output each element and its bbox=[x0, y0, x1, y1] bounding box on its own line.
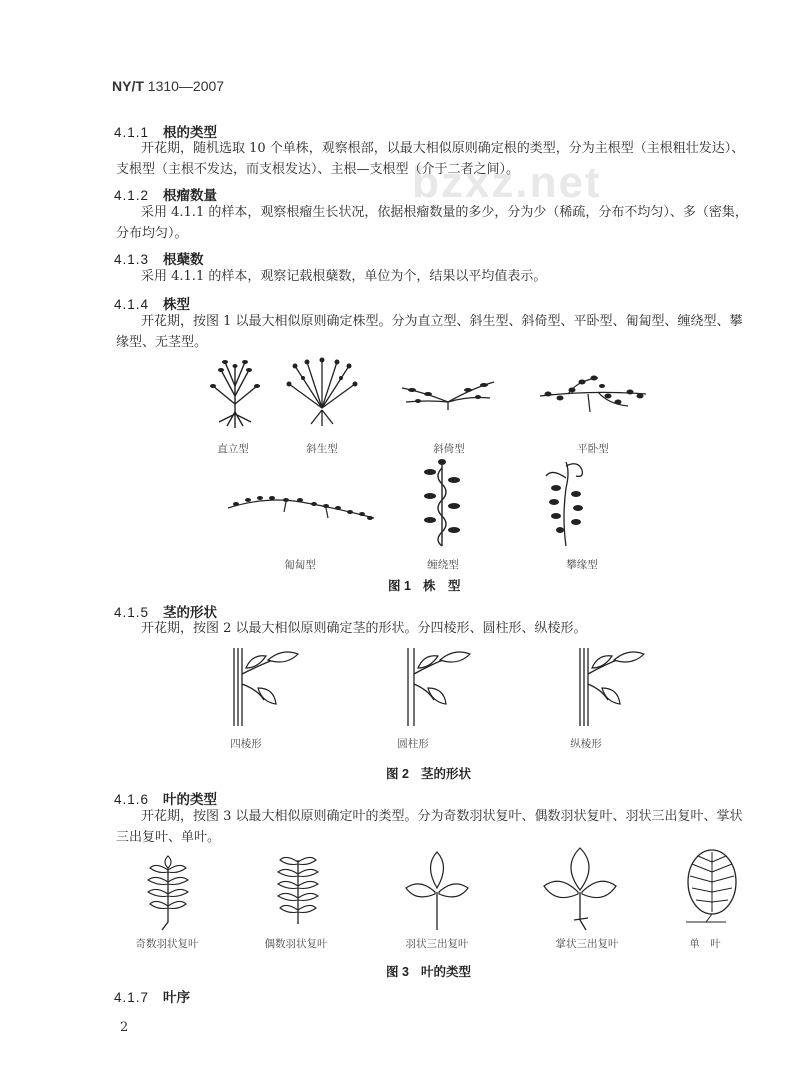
section-number: 4.1.3 bbox=[114, 252, 150, 267]
section-heading-4-1-3 bbox=[114, 248, 204, 268]
section-heading-4-1-2 bbox=[114, 184, 217, 204]
climbing-plant-illustration bbox=[536, 458, 596, 548]
figure1-label-creeping: 匍匐型 bbox=[284, 559, 316, 571]
cylindrical-stem-illustration bbox=[392, 644, 472, 728]
section-number: 4.1.4 bbox=[114, 297, 150, 312]
ridged-stem-illustration bbox=[566, 644, 646, 728]
figure-number: 图 2 bbox=[386, 767, 409, 781]
figure2-label-ridged: 纵棱形 bbox=[570, 738, 602, 750]
section-title: 根的类型 bbox=[163, 125, 218, 140]
odd-pinnate-leaf-illustration bbox=[138, 852, 198, 932]
figure-title: 株 型 bbox=[422, 579, 461, 593]
figure1-label-oblique: 斜生型 bbox=[306, 443, 338, 455]
figure-title: 叶的类型 bbox=[420, 965, 471, 979]
section-number: 4.1.6 bbox=[114, 792, 150, 807]
figure-title: 茎的形状 bbox=[420, 767, 471, 781]
figure1-caption bbox=[388, 576, 460, 594]
oblique-plant-illustration bbox=[285, 354, 359, 426]
section-paragraph-4-1-1: 开花期，随机选取 10 个单株，观察根部，以最大相似原则确定根的类型，分为主根型（主根粗壮发达）、支根型（主根不发达，而支根发达）、主根—支根型（介于二者之间）。 bbox=[116, 141, 745, 177]
section-paragraph-4-1-3: 采用 4.1.1 的样本，观察记载根蘖数，单位为个，结果以平均值表示。 bbox=[141, 269, 547, 284]
section-number: 4.1.5 bbox=[114, 605, 150, 620]
creeping-plant-illustration bbox=[226, 488, 376, 528]
standard-code: NY/T bbox=[112, 78, 144, 94]
figure1-label-prostrate: 平卧型 bbox=[577, 443, 609, 455]
figure2-label-cylindrical: 圆柱形 bbox=[397, 738, 429, 750]
palmate-trifoliate-leaf-illustration bbox=[542, 846, 618, 932]
section-paragraph-4-1-6: 开花期，按图 3 以最大相似原则确定叶的类型。分为奇数羽状复叶、偶数羽状复叶、羽状三出复叶、掌状三出复叶、单叶。 bbox=[116, 809, 743, 845]
pinnate-trifoliate-leaf-illustration bbox=[402, 848, 472, 932]
section-title: 株型 bbox=[163, 297, 191, 312]
figure1-label-upright: 直立型 bbox=[217, 443, 249, 455]
figure3-label-palmate-trifoliate: 掌状三出复叶 bbox=[555, 938, 619, 950]
reclining-plant-illustration bbox=[398, 372, 498, 412]
figure2-label-square: 四棱形 bbox=[230, 738, 262, 750]
even-pinnate-leaf-illustration bbox=[268, 852, 328, 932]
standard-number: 1310—2007 bbox=[147, 78, 225, 94]
standard-header bbox=[112, 78, 224, 94]
simple-leaf-illustration bbox=[676, 846, 746, 926]
watermark: bzxz.net bbox=[412, 158, 602, 207]
square-stem-illustration bbox=[222, 644, 302, 728]
section-number: 4.1.7 bbox=[114, 990, 150, 1005]
section-title: 茎的形状 bbox=[163, 605, 218, 620]
upright-plant-illustration bbox=[205, 356, 265, 428]
section-title: 根蘖数 bbox=[163, 252, 204, 267]
figure2-caption bbox=[386, 764, 471, 782]
figure1-label-climbing: 攀缘型 bbox=[566, 559, 598, 571]
section-paragraph-4-1-5: 开花期，按图 2 以最大相似原则确定茎的形状。分四棱形、圆柱形、纵棱形。 bbox=[141, 621, 587, 636]
figure3-label-simple: 单 叶 bbox=[689, 938, 721, 950]
figure3-label-pinnate-trifoliate: 羽状三出复叶 bbox=[405, 938, 469, 950]
figure3-label-odd-pinnate: 奇数羽状复叶 bbox=[135, 938, 199, 950]
prostrate-plant-illustration bbox=[538, 372, 648, 414]
section-number: 4.1.1 bbox=[114, 125, 150, 140]
section-title: 根瘤数量 bbox=[163, 188, 218, 203]
figure1-label-twining: 缠绕型 bbox=[427, 559, 459, 571]
section-title: 叶序 bbox=[163, 990, 191, 1005]
section-heading-4-1-7 bbox=[114, 986, 190, 1006]
section-heading-4-1-4 bbox=[114, 293, 190, 313]
page-number: 2 bbox=[120, 1020, 129, 1035]
figure-number: 图 3 bbox=[386, 965, 409, 979]
twining-plant-illustration bbox=[420, 458, 464, 548]
section-paragraph-4-1-4: 开花期，按图 1 以最大相似原则确定株型。分为直立型、斜生型、斜倚型、平卧型、匍匐型、缠绕型、攀缘型、无茎型。 bbox=[116, 314, 743, 350]
figure1-label-reclining: 斜倚型 bbox=[433, 443, 465, 455]
figure-number: 图 1 bbox=[388, 579, 411, 593]
figure3-label-even-pinnate: 偶数羽状复叶 bbox=[264, 938, 328, 950]
section-heading-4-1-6 bbox=[114, 788, 217, 808]
section-number: 4.1.2 bbox=[114, 188, 150, 203]
section-title: 叶的类型 bbox=[163, 792, 218, 807]
section-paragraph-4-1-2: 采用 4.1.1 的样本，观察根瘤生长状况，依据根瘤数量的多少，分为少（稀疏，分布不均匀）、多（密集，分布均匀）。 bbox=[116, 205, 748, 241]
figure3-caption bbox=[386, 962, 471, 980]
